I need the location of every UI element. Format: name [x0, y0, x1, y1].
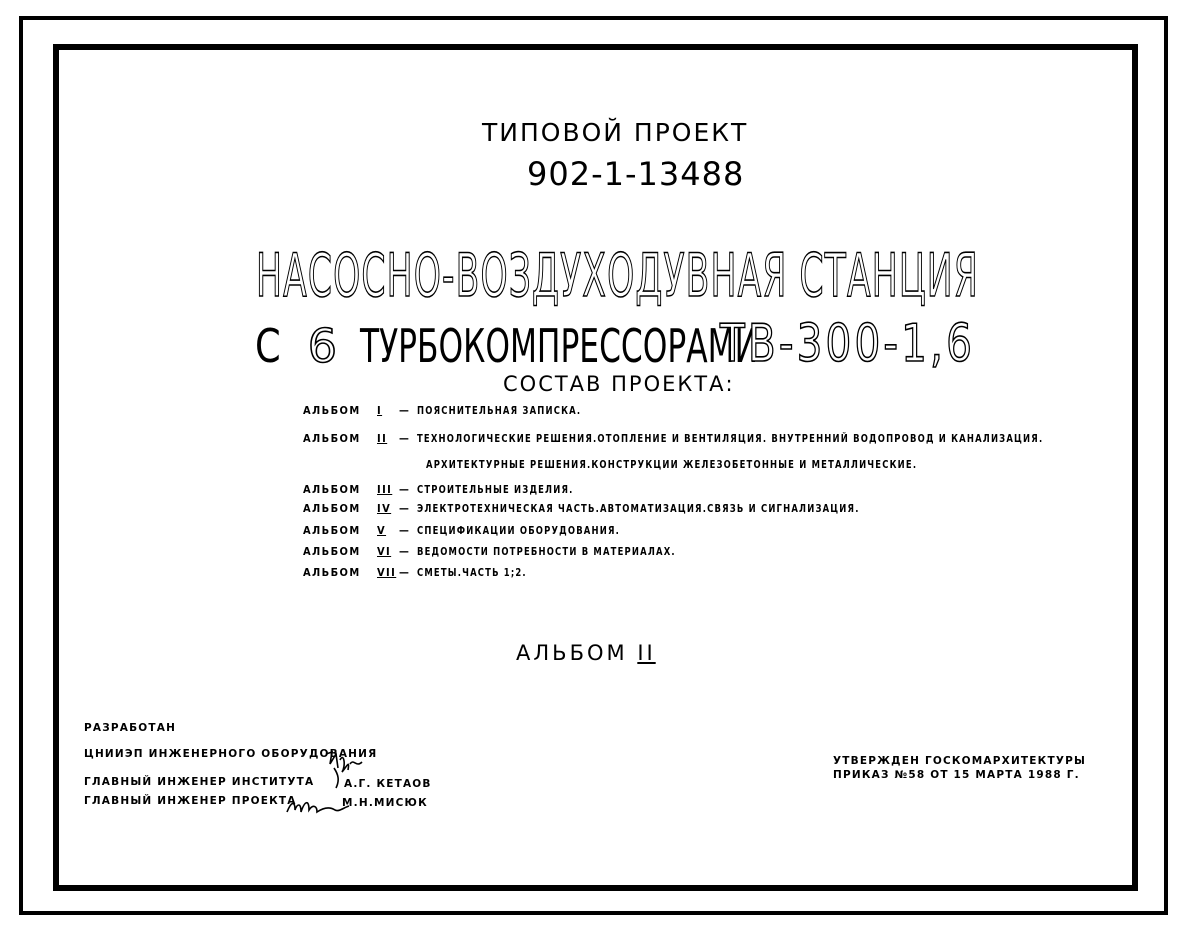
album-item — [303, 545, 721, 558]
album-number: V — [377, 524, 387, 537]
composition-heading: СОСТАВ ПРОЕКТА: — [503, 372, 735, 396]
album-label: АЛЬБОМ — [303, 483, 361, 496]
album-description: СМЕТЫ.ЧАСТЬ 1;2. — [417, 566, 527, 579]
album-label: АЛЬБОМ — [303, 502, 361, 515]
subtitle-text: ТУРБОКОМПРЕССОРАМИ — [359, 319, 758, 373]
subtitle-prefix: С — [255, 319, 281, 373]
album-item — [303, 502, 938, 515]
album-description: ПОЯСНИТЕЛЬНАЯ ЗАПИСКА. — [417, 404, 582, 417]
album-dash: — — [399, 404, 411, 417]
project-number: 902-1-13488 — [527, 155, 745, 193]
album-item — [303, 404, 610, 417]
main-title: НАСОСНО-ВОЗДУХОДУВНАЯ СТАНЦИЯ — [256, 241, 979, 311]
current-album — [516, 641, 656, 665]
series-label: ТИПОВОЙ ПРОЕКТ — [482, 118, 749, 147]
album-number: III — [377, 483, 393, 496]
album-description: ЭЛЕКТРОТЕХНИЧЕСКАЯ ЧАСТЬ.АВТОМАТИЗАЦИЯ.СВЯЗЬ И СИГНАЛИЗАЦИЯ. — [417, 502, 860, 515]
chief-engineer-project-title: ГЛАВНЫЙ ИНЖЕНЕР ПРОЕКТА — [84, 795, 297, 807]
developed-label: РАЗРАБОТАН — [84, 722, 177, 734]
current-album-label: АЛЬБОМ — [516, 641, 628, 665]
approval-line-1: УТВЕРЖДЕН ГОСКОМАРХИТЕКТУРЫ — [833, 755, 1087, 767]
approval-block — [833, 754, 1086, 782]
album-continuation — [426, 458, 1004, 471]
compressor-model: ТВ-300-1,6 — [720, 314, 975, 374]
chief-engineer-institute-name: А.Г. КЕТАОВ — [344, 778, 432, 790]
album-description: СПЕЦИФИКАЦИИ ОБОРУДОВАНИЯ. — [417, 524, 621, 537]
album-label: АЛЬБОМ — [303, 404, 361, 417]
album-item — [303, 483, 601, 496]
album-number: II — [377, 432, 388, 445]
album-item — [303, 432, 1154, 445]
project-engineer-signature — [283, 792, 353, 822]
chief-engineer-project-name: М.Н.МИСЮК — [342, 797, 428, 809]
album-dash: — — [399, 545, 411, 558]
album-dash: — — [399, 566, 411, 579]
album-dash: — — [399, 432, 411, 445]
album-item — [303, 524, 656, 537]
album-description: ТЕХНОЛОГИЧЕСКИЕ РЕШЕНИЯ.ОТОПЛЕНИЕ И ВЕНТИЛЯЦИЯ. ВНУТРЕННИЙ ВОДОПРОВОД И КАНАЛИЗАЦИЯ. — [417, 432, 1044, 445]
institute-engineer-signature — [322, 748, 372, 794]
album-label: АЛЬБОМ — [303, 524, 361, 537]
album-dash: — — [399, 502, 411, 515]
album-number: IV — [377, 502, 392, 515]
album-label: АЛЬБОМ — [303, 566, 361, 579]
approval-line-2: ПРИКАЗ №58 ОТ 15 МАРТА 1988 Г. — [833, 769, 1080, 781]
album-item — [303, 566, 546, 579]
chief-engineer-institute-title: ГЛАВНЫЙ ИНЖЕНЕР ИНСТИТУТА — [84, 776, 315, 788]
developer-organization: ЦНИИЭП ИНЖЕНЕРНОГО ОБОРУДОВАНИЯ — [84, 748, 378, 760]
album-number: VI — [377, 545, 392, 558]
album-number: I — [377, 404, 383, 417]
album-description-continued: АРХИТЕКТУРНЫЕ РЕШЕНИЯ.КОНСТРУКЦИИ ЖЕЛЕЗОБЕТОННЫЕ И МЕТАЛЛИЧЕСКИЕ. — [426, 458, 918, 471]
album-label: АЛЬБОМ — [303, 432, 361, 445]
album-label: АЛЬБОМ — [303, 545, 361, 558]
album-number: VII — [377, 566, 397, 579]
compressor-count: 6 — [307, 319, 338, 373]
album-description: СТРОИТЕЛЬНЫЕ ИЗДЕЛИЯ. — [417, 483, 574, 496]
album-dash: — — [399, 483, 411, 496]
album-dash: — — [399, 524, 411, 537]
album-description: ВЕДОМОСТИ ПОТРЕБНОСТИ В МАТЕРИАЛАХ. — [417, 545, 676, 558]
current-album-number: II — [637, 641, 656, 665]
